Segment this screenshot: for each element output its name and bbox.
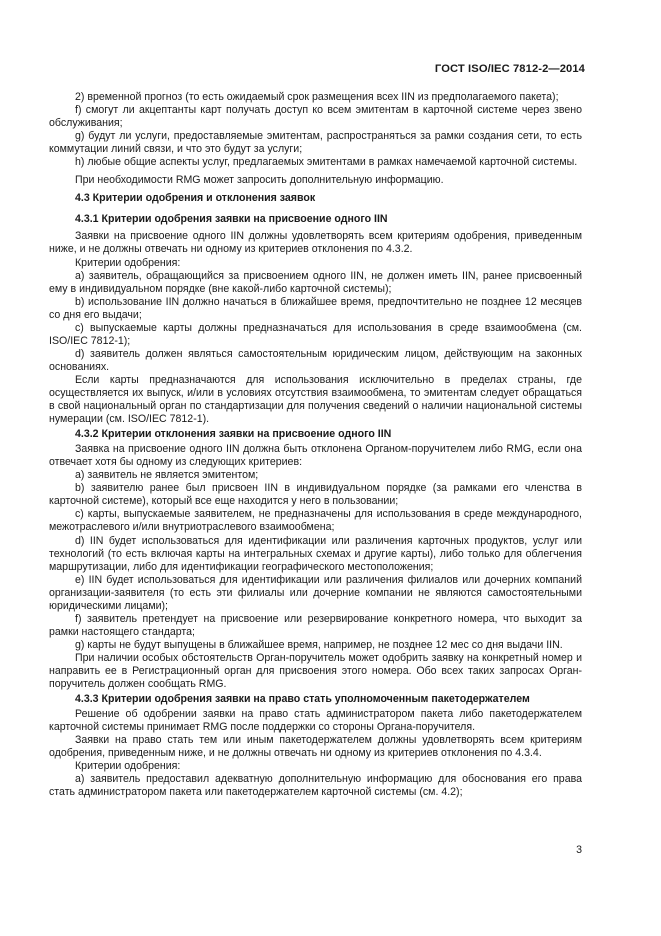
list-item-a: a) заявитель не является эмитентом; [75, 469, 259, 482]
list-item-c: c) карты, выпускаемые заявителем, не предназначены для использования в среде международного, межотраслевого и/или внутриотраслевого взаимообмена; [49, 508, 582, 534]
section-heading-4-3-1: 4.3.1 Критерии одобрения заявки на присвоение одного IIN [75, 213, 388, 226]
list-item-a: a) заявитель предоставил адекватную дополнительную информацию для обоснования его права стать администратором пакета или пакетодержателем карточной системы (см. 4.2); [49, 773, 582, 799]
paragraph: Критерии одобрения: [75, 256, 181, 269]
section-heading-4-3: 4.3 Критерии одобрения и отклонения заявок [75, 192, 316, 205]
document-code-header: ГОСТ ISO/IEC 7812-2—2014 [434, 63, 585, 75]
list-item-a: a) заявитель, обращающийся за присвоением одного IIN, не должен иметь IIN, ранее присвоенный ему в индивидуальном порядке (вне какой-либо карточной системы); [49, 269, 582, 295]
list-item-d: d) заявитель должен являться самостоятельным юридическим лицом, действующим на законных основаниях. [49, 347, 582, 373]
list-item-h: h) любые общие аспекты услуг, предлагаемых эмитентами в рамках намечаемой карточной системы. [75, 156, 578, 169]
paragraph: Заявки на присвоение одного IIN должны удовлетворять всем критериям одобрения, приведенным ниже, и не должны отвечать ни одному из критериев отклонения по 4.3.2. [49, 230, 582, 256]
list-item-g: g) будут ли услуги, предоставляемые эмитентам, распространяться за рамки создания сети, то есть коммутации линий связи, и что это будут за услуги; [49, 130, 582, 156]
paragraph: Заявка на присвоение одного IIN должна быть отклонена Органом-поручителем либо RMG, если она отвечает хотя бы одному из следующих критериев: [49, 443, 582, 469]
paragraph: Решение об одобрении заявки на право стать администратором пакета либо пакетодержателем карточной системы принимает RMG после поддержки со стороны Органа-поручителя. [49, 708, 582, 734]
list-item-e: e) IIN будет использоваться для идентификации или различения филиалов или дочерних компаний организации-заявителя (то есть эти филиалы или дочерние компании не являются самостоятельными юридическими лицами); [49, 573, 582, 612]
paragraph: Если карты предназначаются для использования исключительно в пределах страны, где осуществляется их выпуск, и/или в условиях отсутствия взаимообмена, то эмитентам следует обращаться в свой национальный орган по стандартизации для получения сведений о наличии национальной системы нумерации (см. ISO/IEC 7812-1). [49, 373, 582, 426]
list-item-b: b) заявителю ранее был присвоен IIN в индивидуальном порядке (за рамками его членства в карточной системе), который все еще находится у него в пользовании; [49, 482, 582, 508]
section-heading-4-3-3: 4.3.3 Критерии одобрения заявки на право стать уполномоченным пакетодержателем [75, 693, 530, 706]
section-heading-4-3-2: 4.3.2 Критерии отклонения заявки на присвоение одного IIN [75, 428, 392, 441]
paragraph: Заявки на право стать тем или иным пакетодержателем должны удовлетворять всем критериям одобрения, приведенным ниже, и не должны отвечать ни одному из критериев отклонения по 4.3.4. [49, 734, 582, 760]
list-item-b: b) использование IIN должно начаться в ближайшее время, предпочтительно не позднее 12 месяцев со дня его выдачи; [49, 295, 582, 321]
document-body [49, 91, 582, 799]
paragraph: Критерии одобрения: [75, 760, 181, 773]
list-item-f: f) заявитель претендует на присвоение или резервирование конкретного номера, что выходит за рамки настоящего стандарта; [49, 612, 582, 638]
list-item-g: g) карты не будут выпущены в ближайшее время, например, не позднее 12 мес со дня выдачи IIN. [75, 638, 563, 651]
list-item-f: f) смогут ли акцептанты карт получать доступ ко всем эмитентам в карточной системе через звено обслуживания; [49, 104, 582, 130]
list-item-2: 2) временной прогноз (то есть ожидаемый срок размещения всех IIN из предполагаемого пакета); [75, 91, 559, 103]
paragraph-rmg-info: При необходимости RMG может запросить дополнительную информацию. [75, 174, 444, 187]
list-item-c: c) выпускаемые карты должны предназначаться для использования в среде взаимообмена (см. ISO/IEC 7812-1); [49, 321, 582, 347]
list-item-d: d) IIN будет использоваться для идентификации или различения карточных продуктов, услуг или технологий (то есть включая карты на интегральных схемах и другие карты), либо только для облегчения маршрутизации, либо для идентификации географического местоположения; [49, 534, 582, 573]
page-number: 3 [576, 844, 582, 856]
paragraph: При наличии особых обстоятельств Орган-поручитель может одобрить заявку на конкретный номер и направить ее в Регистрационный орган для присвоения этого номера. Обо всех таких запросах Орган-поручитель должен сообщать RMG. [49, 651, 582, 691]
